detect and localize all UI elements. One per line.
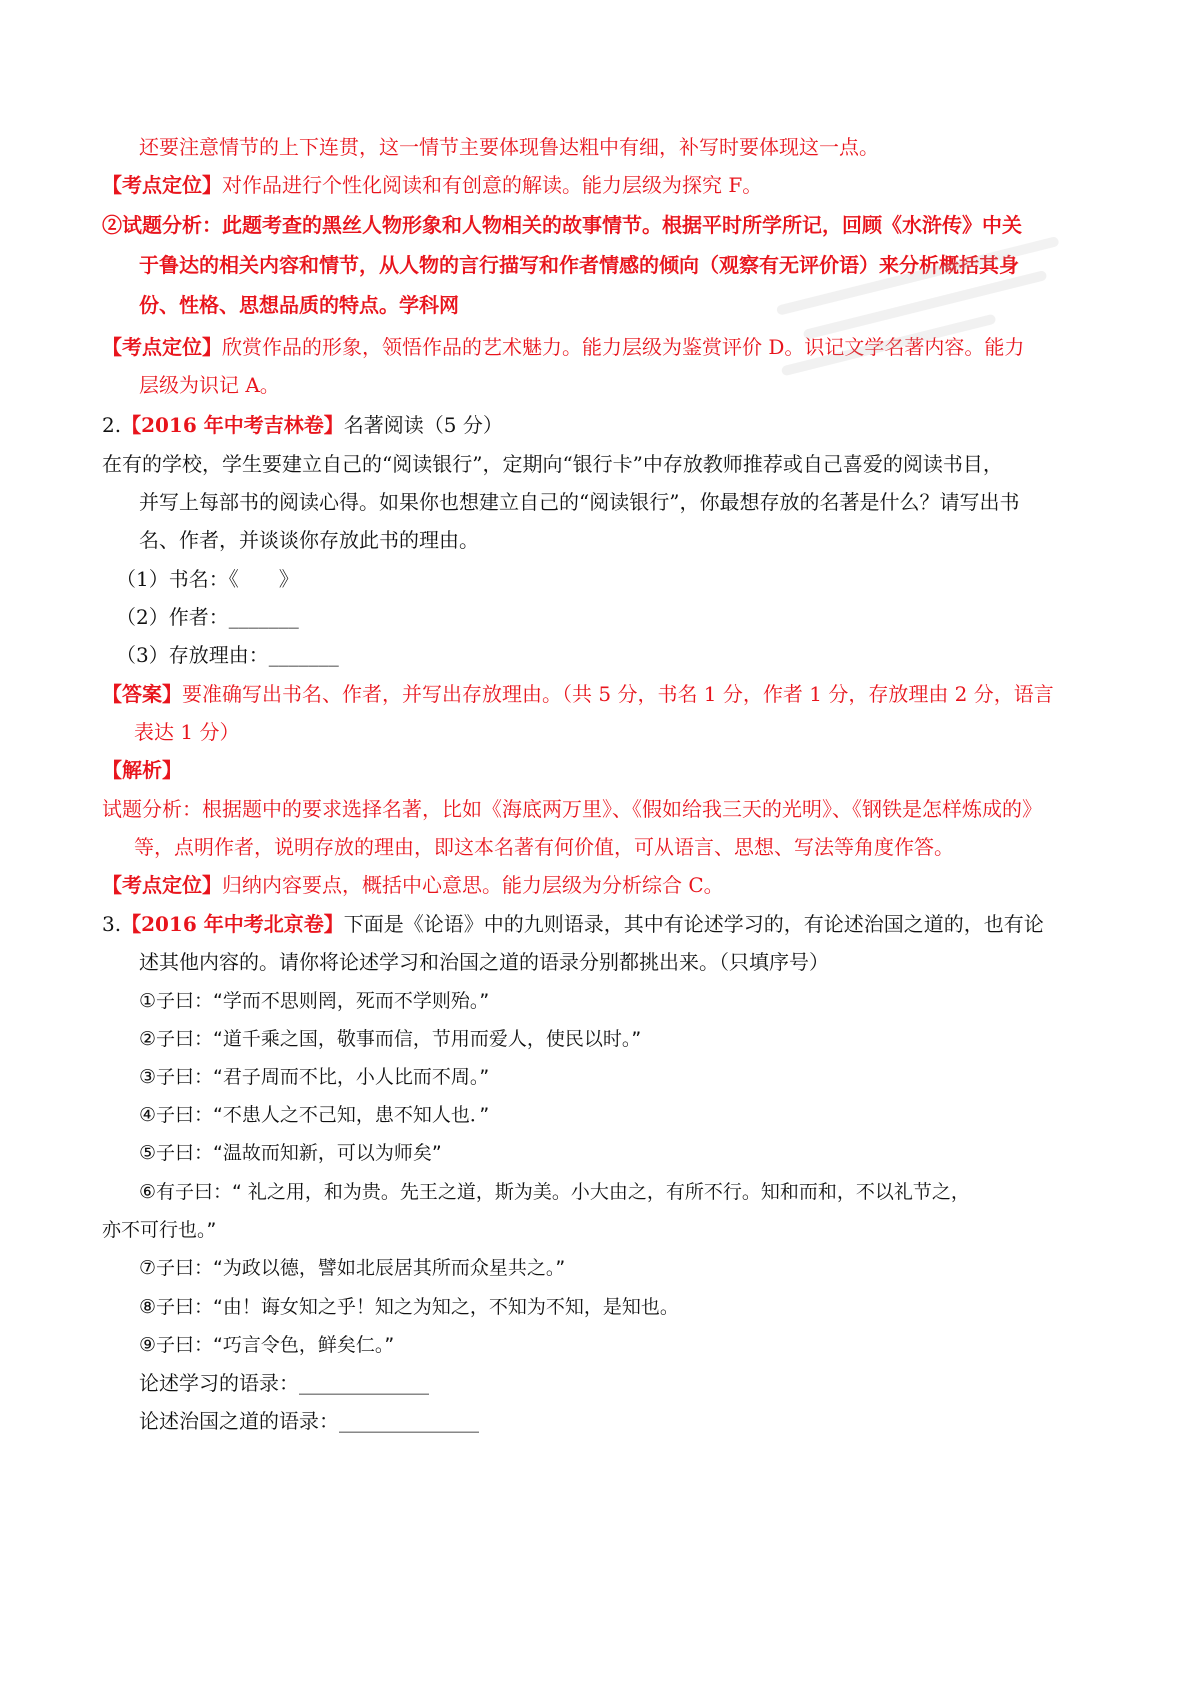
- kaodian-tag: 【考点定位】: [102, 873, 222, 897]
- analysis-2-line-3: 份、性格、思想品质的特点。学科网: [139, 293, 459, 317]
- kaodian-tag: 【考点定位】: [102, 335, 222, 359]
- question-source: 【2016 年中考吉林卷】: [121, 413, 344, 437]
- kaodian-1: [102, 172, 762, 198]
- quote-8: ⑧子曰：“由！诲女知之乎！知之为知之，不知为不知，是知也。: [139, 1296, 679, 1318]
- answer-continuation-line: 还要注意情节的上下连贯，这一情节主要体现鲁达粗中有细，补写时要体现这一点。: [139, 135, 879, 159]
- quote-2: ②子曰：“道千乘之国，敬事而信，节用而爱人，使民以时。”: [139, 1028, 642, 1050]
- analysis-2-line-1: ②试题分析：此题考查的黑丝人物形象和人物相关的故事情节。根据平时所学所记，回顾《水浒传》中关: [102, 213, 1022, 237]
- watermark-graphic: [752, 212, 1099, 399]
- question-number: 2.: [102, 413, 122, 437]
- quote-6-line-1: ⑥有子曰：“ 礼之用，和为贵。先王之道，斯为美。小大由之，有所不行。知和而和，不以礼节之，: [139, 1181, 970, 1203]
- question-3-header: [102, 911, 1044, 937]
- quote-7: ⑦子曰：“为政以德，譬如北辰居其所而众星共之。”: [139, 1257, 566, 1279]
- question-source: 【2016 年中考北京卷】: [121, 912, 344, 936]
- question-2-stem-line-2: 并写上每部书的阅读心得。如果你也想建立自己的“阅读银行”，你最想存放的名著是什么？请写出书: [139, 490, 1020, 514]
- question-3-stem-line-2: 述其他内容的。请你将论述学习和治国之道的语录分别都挑出来。（只填序号）: [139, 950, 829, 974]
- question-2-item-2: （2）作者：_______: [116, 605, 299, 629]
- kaodian-tag: 【考点定位】: [102, 173, 222, 197]
- kaodian-text: 归纳内容要点，概括中心意思。能力层级为分析综合 C。: [222, 873, 724, 897]
- kaodian-text: 欣赏作品的形象，领悟作品的艺术魅力。能力层级为鉴赏评价 D。识记文学名著内容。能力: [222, 335, 1025, 359]
- question-stem-start: 下面是《论语》中的九则语录，其中有论述学习的，有论述治国之道的，也有论: [343, 912, 1044, 936]
- quote-6-line-2: 亦不可行也。”: [102, 1219, 217, 1241]
- quote-4: ④子曰：“不患人之不己知，患不知人也．”: [139, 1104, 490, 1126]
- quote-9: ⑨子曰：“巧言令色，鲜矣仁。”: [139, 1334, 395, 1356]
- answer-text: 要准确写出书名、作者，并写出存放理由。（共 5 分，书名 1 分，作者 1 分，存放理由 2 分，语言: [182, 682, 1054, 706]
- question-2-item-1: （1）书名：《 》: [116, 567, 299, 591]
- kaodian-2-line-1: [102, 334, 1024, 360]
- analysis-2-line-2: 于鲁达的相关内容和情节，从人物的言行描写和作者情感的倾向（观察有无评价语）来分析概括其身: [139, 253, 1019, 277]
- quote-3: ③子曰：“君子周而不比，小人比而不周。”: [139, 1066, 490, 1088]
- answer-tag: 【答案】: [102, 682, 182, 706]
- question-2-stem-line-3: 名、作者，并谈谈你存放此书的理由。: [139, 528, 479, 552]
- question-2-item-3: （3）存放理由：_______: [116, 643, 339, 667]
- question-2-stem-line-1: 在有的学校，学生要建立自己的“阅读银行”，定期向“银行卡”中存放教师推荐或自己喜爱的阅读书目，: [102, 452, 1003, 476]
- analysis-line-2: 等，点明作者，说明存放的理由，即这本名著有何价值，可从语言、思想、写法等角度作答。: [134, 835, 954, 859]
- kaodian-text: 对作品进行个性化阅读和有创意的解读。能力层级为探究 F。: [222, 173, 763, 197]
- question-number: 3.: [102, 912, 122, 936]
- question-2-header: [102, 412, 503, 438]
- question-title: 名著阅读（5 分）: [343, 413, 503, 437]
- quote-5: ⑤子曰：“温故而知新，可以为师矣”: [139, 1142, 442, 1164]
- answer-line-2: 表达 1 分）: [134, 720, 240, 744]
- kaodian-3: [102, 872, 724, 898]
- quote-1: ①子曰：“学而不思则罔，死而不学则殆。”: [139, 990, 490, 1012]
- blank-study-quotes: 论述学习的语录：_____________: [139, 1371, 429, 1395]
- kaodian-2-line-2: 层级为识记 A。: [139, 373, 280, 397]
- blank-governance-quotes: 论述治国之道的语录：______________: [139, 1409, 479, 1433]
- answer-line-1: [102, 681, 1054, 707]
- jiexi-tag: 【解析】: [102, 758, 182, 782]
- analysis-line-1: 试题分析：根据题中的要求选择名著，比如《海底两万里》、《假如给我三天的光明》、《钢铁是怎样炼成的》: [102, 797, 1042, 821]
